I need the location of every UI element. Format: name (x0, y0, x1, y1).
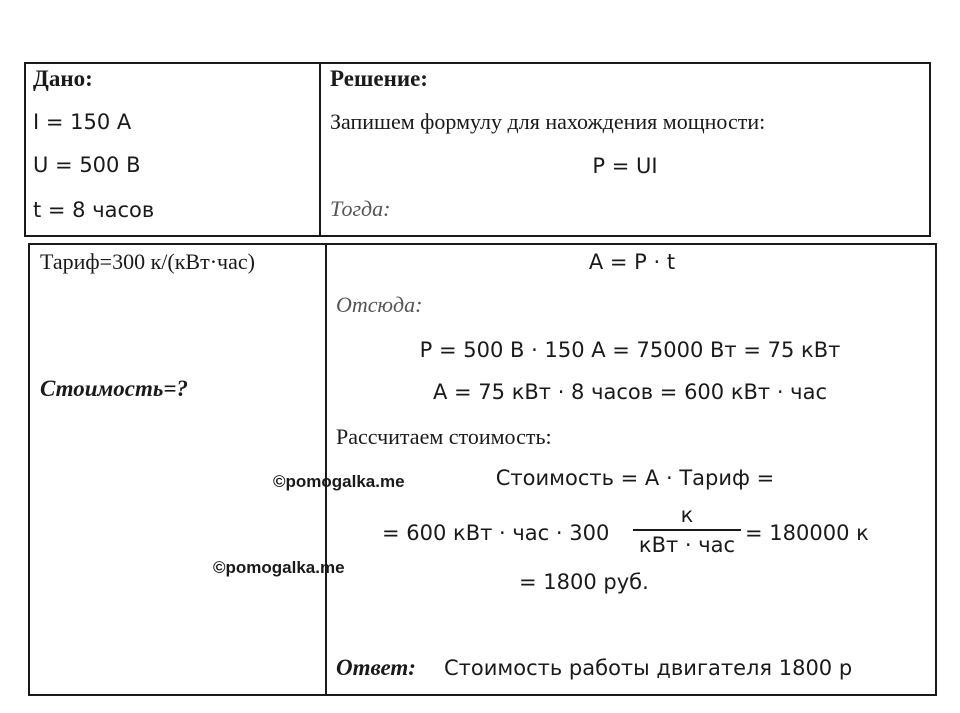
given-voltage: U = 500 B (33, 153, 141, 177)
formula-work: A = P · t (588, 250, 676, 274)
answer-label: Ответ: (336, 655, 416, 680)
cost-fraction-numerator: к (680, 503, 694, 527)
bottom-table-divider (325, 243, 327, 696)
top-table-divider (319, 62, 321, 237)
solution-intro: Запишем формулу для нахождения мощности: (330, 109, 766, 134)
given-unknown: Стоимость=? (40, 376, 189, 401)
solution-hence: Отсюда: (336, 292, 423, 317)
solution-then: Тогда: (330, 196, 391, 221)
cost-fraction-denominator: кВт · час (638, 533, 736, 557)
given-heading: Дано: (33, 66, 93, 91)
solution-heading: Решение: (330, 66, 428, 91)
cost-formula: Стоимость = A · Тариф = (495, 466, 775, 490)
cost-calc-left: = 600 кВт · час · 300 (382, 521, 610, 545)
calc-work: A = 75 кВт · 8 часов = 600 кВт · час (432, 380, 828, 404)
cost-fraction (633, 503, 741, 557)
formula-power: P = UI (592, 154, 658, 178)
calc-power: P = 500 B · 150 A = 75000 Bт = 75 кВт (419, 338, 841, 362)
top-table (24, 62, 931, 237)
cost-result: = 1800 руб. (519, 570, 649, 594)
given-tariff: Тариф=300 к/(кВт·час) (40, 249, 255, 274)
cost-fraction-bar (633, 529, 741, 531)
cost-intro: Рассчитаем стоимость: (336, 424, 552, 449)
watermark: ©pomogalka.me (273, 472, 405, 491)
cost-calc-right: = 180000 к (745, 521, 869, 545)
given-current: I = 150 A (33, 110, 132, 134)
given-time: t = 8 часов (33, 198, 155, 222)
watermark: ©pomogalka.me (213, 558, 345, 577)
answer-text: Стоимость работы двигателя 1800 р (444, 656, 853, 680)
